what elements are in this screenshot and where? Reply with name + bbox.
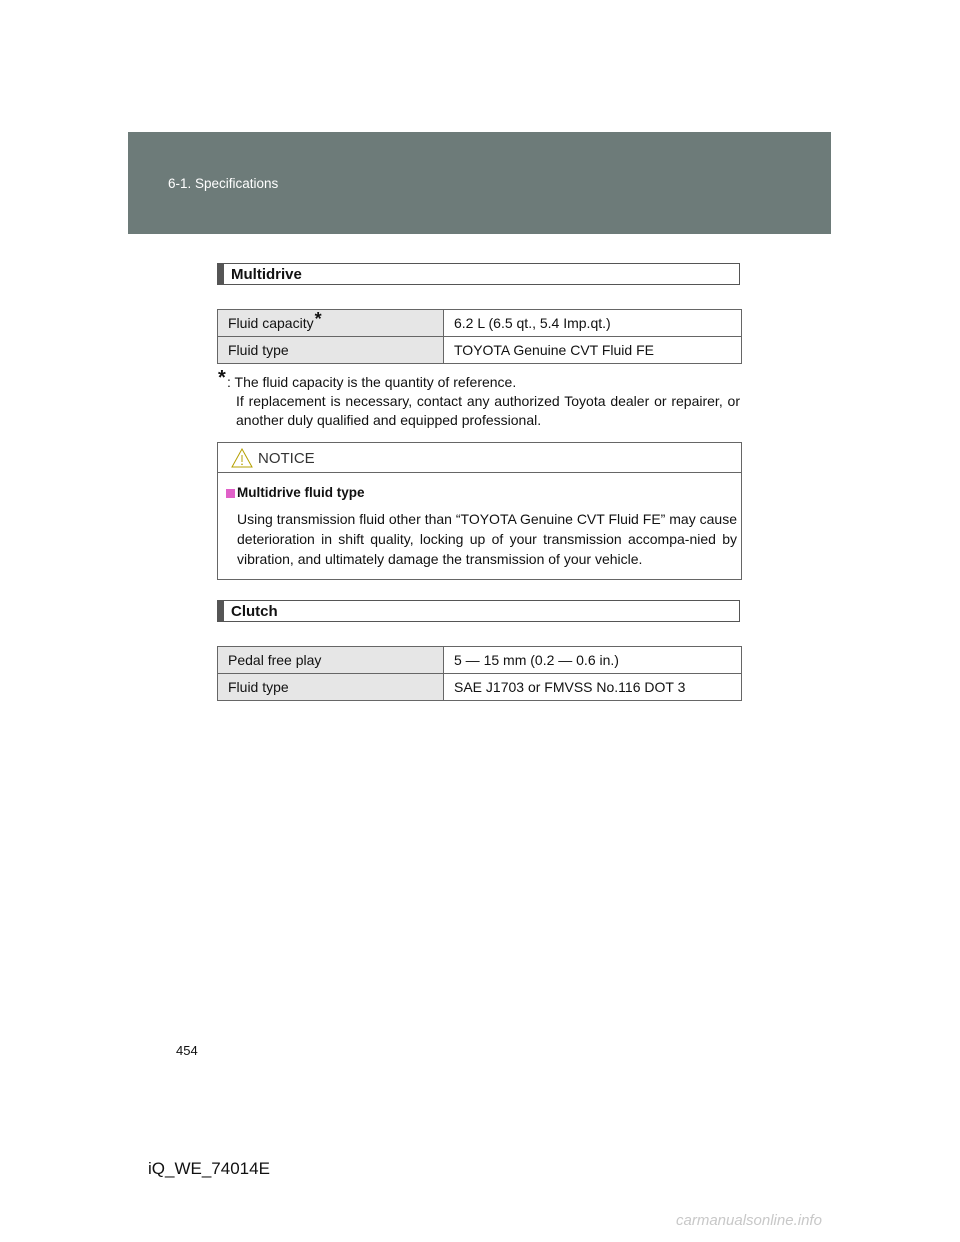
page-number: 454 xyxy=(176,1043,198,1058)
fluid-type-label: Fluid type xyxy=(218,337,444,364)
multidrive-table xyxy=(217,309,742,364)
clutch-fluid-type-value: SAE J1703 or FMVSS No.116 DOT 3 xyxy=(444,674,742,701)
document-code: iQ_WE_74014E xyxy=(148,1159,270,1178)
multidrive-heading xyxy=(217,263,740,285)
table-row xyxy=(218,674,742,701)
asterisk: * xyxy=(314,309,322,329)
fluid-capacity-value: 6.2 L (6.5 qt., 5.4 Imp.qt.) xyxy=(444,310,742,337)
notice-header xyxy=(218,443,741,473)
fluid-capacity-label xyxy=(218,310,444,337)
table-row xyxy=(218,647,742,674)
warning-icon xyxy=(231,448,253,468)
header-band xyxy=(128,132,831,234)
clutch-heading xyxy=(217,600,740,622)
heading-bar xyxy=(218,601,224,621)
clutch-table xyxy=(217,646,742,701)
table-row xyxy=(218,337,742,364)
multidrive-title: Multidrive xyxy=(231,266,302,283)
footnote-text: If replacement is necessary, contact any authorized Toyota dealer or repairer, or another duly qualified and equipped professional. xyxy=(236,393,740,428)
footnote-mark: * xyxy=(218,367,226,389)
notice-title: Multidrive fluid type xyxy=(237,485,365,500)
square-bullet-icon xyxy=(226,489,235,498)
notice-label: NOTICE xyxy=(258,450,315,467)
row-label: Fluid capacity xyxy=(228,315,314,331)
heading-bar xyxy=(218,264,224,284)
pedal-free-play-label: Pedal free play xyxy=(218,647,444,674)
notice-body: Using transmission fluid other than “TOYOTA Genuine CVT Fluid FE” may cause deterioration in shift quality, locking up of your transmission accompa-nied by vibration, and ultimately damage the transmission of your vehicle. xyxy=(237,511,737,567)
notice-box xyxy=(217,442,742,580)
section-title: 6-1. Specifications xyxy=(168,176,279,191)
fluid-type-value: TOYOTA Genuine CVT Fluid FE xyxy=(444,337,742,364)
watermark: carmanualsonline.info xyxy=(676,1212,822,1229)
pedal-free-play-value: 5 — 15 mm (0.2 — 0.6 in.) xyxy=(444,647,742,674)
footnote-line1: : The fluid capacity is the quantity of reference. xyxy=(227,374,517,390)
clutch-title: Clutch xyxy=(231,603,278,620)
table-row xyxy=(218,310,742,337)
clutch-fluid-type-label: Fluid type xyxy=(218,674,444,701)
